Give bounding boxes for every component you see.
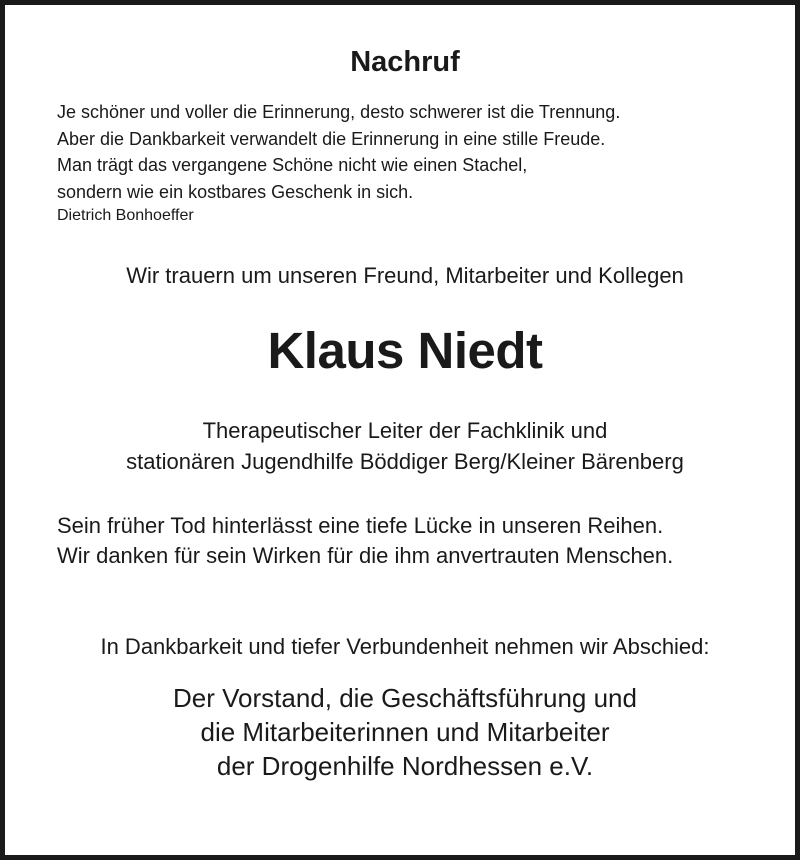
tribute-line: Sein früher Tod hinterlässt eine tiefe Lücke in unseren Reihen. [57, 513, 664, 538]
deceased-name: Klaus Niedt [267, 322, 543, 379]
quote-block [57, 99, 757, 205]
deceased-role [5, 415, 800, 477]
role-line: stationären Jugendhilfe Böddiger Berg/Kleiner Bärenberg [126, 449, 684, 474]
quote-line: Man trägt das vergangene Schöne nicht wie einen Stachel, [57, 155, 528, 175]
farewell-text: In Dankbarkeit und tiefer Verbundenheit nehmen wir Abschied: [100, 634, 710, 659]
tribute-line: Wir danken für sein Wirken für die ihm anvertrauten Menschen. [57, 543, 674, 568]
quote-line: Aber die Dankbarkeit verwandelt die Erinnerung in eine stille Freude. [57, 128, 606, 149]
quote-line: sondern wie ein kostbares Geschenk in sich. [57, 181, 414, 202]
mourning-intro: Wir trauern um unseren Freund, Mitarbeiter und Kollegen [126, 263, 684, 288]
signatory-line: die Mitarbeiterinnen und Mitarbeiter [200, 717, 610, 747]
signatory-line: der Drogenhilfe Nordhessen e.V. [216, 751, 594, 781]
signatory-line: Der Vorstand, die Geschäftsführung und [173, 683, 637, 713]
page-title: Nachruf [350, 46, 460, 78]
quote-author: Dietrich Bonhoeffer [57, 207, 194, 224]
role-line: Therapeutischer Leiter der Fachklinik und [202, 418, 608, 443]
quote-line: Je schöner und voller die Erinnerung, desto schwerer ist die Trennung. [57, 102, 621, 122]
tribute-text [57, 511, 777, 571]
signatory-block [5, 681, 800, 783]
